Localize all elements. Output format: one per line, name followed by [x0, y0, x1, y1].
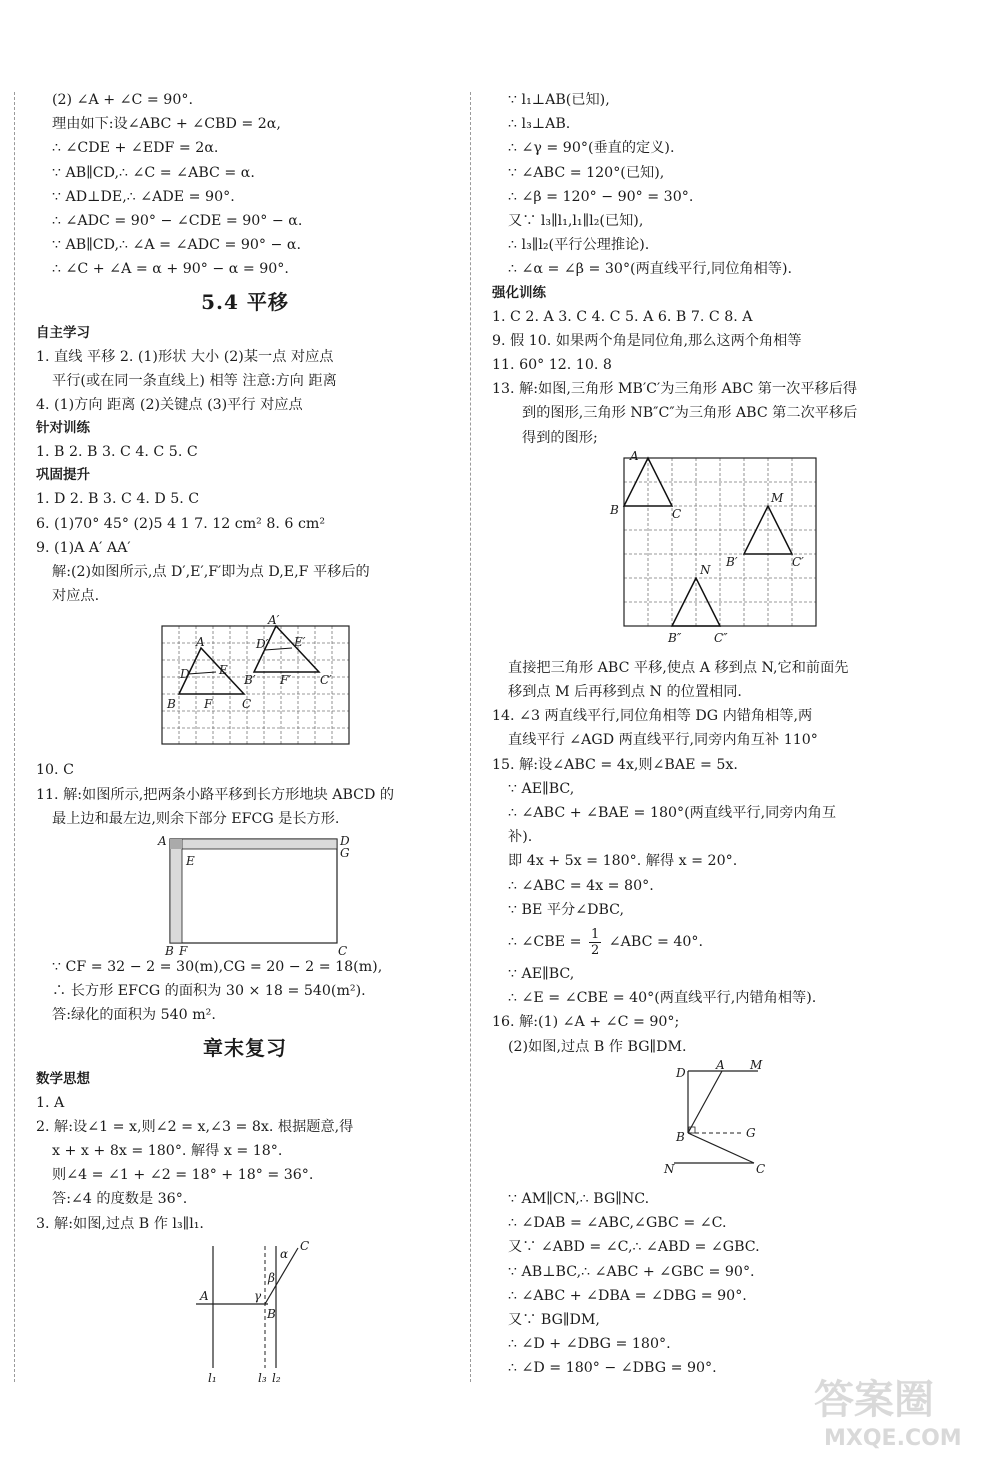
- text-line: ∴ ∠ABC + ∠BAE = 180°(两直线平行,同旁内角互: [508, 805, 837, 822]
- text-line: ∵ AM∥CN,∴ BG∥NC.: [508, 1190, 650, 1207]
- text-line: ∴ ∠ADC = 90° − ∠CDE = 90° − α.: [52, 213, 303, 230]
- left-column: [36, 88, 454, 1386]
- text-line: 11. 解:如图所示,把两条小路平移到长方形地块 ABCD 的: [36, 786, 395, 803]
- subsection-heading: 强化训练: [492, 284, 546, 301]
- text-line: ∵ AE∥BC,: [508, 966, 575, 983]
- text-line: 9. 假 10. 如果两个角是同位角,那么这两个角相等: [492, 332, 802, 349]
- label-C-double-prime: C″: [714, 630, 728, 645]
- label-N: N: [664, 1161, 675, 1176]
- watermark-url: MXQE.COM: [824, 1426, 962, 1451]
- label-C: C: [242, 697, 252, 712]
- label-A: A: [200, 1288, 209, 1303]
- label-A: A: [630, 449, 639, 463]
- text-line: ∵ AB⊥BC,∴ ∠ABC + ∠GBC = 90°.: [508, 1263, 755, 1280]
- label-l3: l₃: [258, 1370, 267, 1385]
- label-A: A: [158, 834, 167, 849]
- fraction-one-half: [589, 927, 601, 958]
- text-line: (2)如图,过点 B 作 BG∥DM.: [508, 1038, 687, 1055]
- label-D: D: [340, 834, 350, 849]
- label-E-prime: E′: [294, 635, 306, 650]
- text-line: ∴ ∠E = ∠CBE = 40°(两直线平行,内错角相等).: [508, 990, 817, 1007]
- text-line: 答:绿化的面积为 540 m².: [52, 1007, 216, 1024]
- text-line: 平行(或在同一条直线上) 相等 注意:方向 距离: [52, 372, 337, 389]
- label-F: F: [204, 697, 213, 712]
- text-line: 到的图形,三角形 NB″C″为三角形 ABC 第二次平移后: [522, 405, 858, 422]
- subsection-heading: 自主学习: [36, 324, 90, 341]
- label-B: B: [610, 502, 619, 517]
- label-D-prime: D′: [256, 637, 269, 652]
- figure-9-translation-grid: [36, 608, 454, 758]
- label-A: A: [196, 635, 205, 650]
- text-line: ∴ ∠DAB = ∠ABC,∠GBC = ∠C.: [508, 1215, 727, 1232]
- text-line: ∵ BE 平分∠DBC,: [508, 901, 625, 918]
- watermark-logo: [794, 1363, 974, 1453]
- text-line: 得到的图形;: [522, 429, 598, 446]
- chapter-review-title: 章末复习: [203, 1035, 287, 1060]
- label-C: C: [338, 944, 348, 956]
- text-line: ∴ 长方形 EFCG 的面积为 30 × 18 = 540(m²).: [52, 983, 366, 1000]
- subsection-heading: 巩固提升: [36, 467, 90, 484]
- text-line: ∵ AB∥CD,∴ ∠C = ∠ABC = α.: [52, 164, 255, 181]
- label-G: G: [340, 846, 350, 861]
- text-line: 则∠4 = ∠1 + ∠2 = 18° + 18° = 36°.: [52, 1167, 314, 1184]
- label-B: B: [676, 1129, 685, 1144]
- fraction-line: [492, 922, 942, 962]
- text-line: ∴ ∠ABC + ∠DBA = ∠DBG = 90°.: [508, 1287, 747, 1304]
- label-C-prime: C′: [792, 554, 804, 569]
- text-line: ∴ ∠α = ∠β = 30°(两直线平行,同位角相等).: [508, 261, 793, 278]
- text-line: 1. B 2. B 3. C 4. C 5. C: [36, 444, 198, 461]
- label-F: F: [179, 944, 188, 956]
- text-line: 补).: [508, 829, 533, 846]
- text-line: ∴ l₃∥l₂(平行公理推论).: [508, 237, 650, 254]
- label-M: M: [750, 1058, 763, 1072]
- text-line: 2. 解:设∠1 = x,则∠2 = x,∠3 = 8x. 根据题意,得: [36, 1118, 354, 1135]
- label-C-prime: C′: [320, 673, 332, 688]
- text-line: 13. 解:如图,三角形 MB′C′为三角形 ABC 第一次平移后得: [492, 381, 858, 398]
- label-D: D: [180, 667, 190, 682]
- label-M: M: [771, 490, 784, 505]
- label-D: D: [676, 1065, 686, 1080]
- text-line: 15. 解:设∠ABC = 4x,则∠BAE = 5x.: [492, 756, 738, 773]
- text-line: 11. 60° 12. 10. 8: [492, 357, 612, 374]
- text-line: 又∵ BG∥DM,: [508, 1311, 600, 1328]
- label-B-prime: B′: [726, 554, 738, 569]
- text-line: ∵ l₁⊥AB(已知),: [508, 92, 610, 108]
- text-line: 1. A: [36, 1094, 65, 1111]
- text-line: 最上边和最左边,则余下部分 EFCG 是长方形.: [52, 810, 340, 827]
- label-N: N: [700, 562, 711, 577]
- text-line: ∴ ∠CDE + ∠EDF = 2α.: [52, 140, 219, 157]
- label-B-double-prime: B″: [668, 630, 682, 645]
- text-line: ∴ ∠γ = 90°(垂直的定义).: [508, 140, 675, 157]
- watermark-text: 答案圈: [814, 1377, 934, 1423]
- text-line: ∴ ∠D = 180° − ∠DBG = 90°.: [508, 1360, 717, 1377]
- figure-13-translation-grid: [492, 450, 942, 656]
- text-line: 直线平行 ∠AGD 两直线平行,同旁内角互补 110°: [508, 732, 818, 749]
- figure-16-zigzag: [492, 1059, 942, 1187]
- text-line: 又∵ l₃∥l₁,l₁∥l₂(已知),: [508, 213, 644, 230]
- text-line: 直接把三角形 ABC 平移,使点 A 移到点 N,它和前面先: [508, 659, 849, 676]
- text-line: ∴ ∠D + ∠DBG = 180°.: [508, 1336, 671, 1353]
- figure-11-rectangle-plot: [36, 831, 454, 955]
- label-B-prime: B′: [244, 673, 256, 688]
- fraction-numerator: 1: [590, 926, 600, 942]
- label-B: B: [267, 1306, 276, 1321]
- text-line: 又∵ ∠ABD = ∠C,∴ ∠ABD = ∠GBC.: [508, 1239, 760, 1256]
- subsection-heading: 针对训练: [36, 420, 90, 437]
- section-title: 5.4 平移: [201, 289, 289, 314]
- label-l2: l₂: [272, 1370, 281, 1385]
- label-A-prime: A′: [268, 613, 280, 628]
- label-B: B: [167, 697, 176, 712]
- text-line: 答:∠4 的度数是 36°.: [52, 1191, 188, 1208]
- label-l1: l₁: [208, 1370, 217, 1385]
- text-line: ∵ AB∥CD,∴ ∠A = ∠ADC = 90° − α.: [52, 237, 301, 254]
- label-G: G: [746, 1125, 756, 1140]
- text-line: 10. C: [36, 762, 74, 779]
- label-E: E: [219, 663, 228, 678]
- text-line: ∵ AE∥BC,: [508, 780, 575, 797]
- text-line: 6. (1)70° 45° (2)5 4 1 7. 12 cm² 8. 6 cm²: [36, 515, 326, 532]
- label-A: A: [716, 1058, 725, 1072]
- text-line: ∵ AD⊥DE,∴ ∠ADE = 90°.: [52, 188, 235, 205]
- fraction-denominator: 2: [590, 942, 600, 958]
- label-E: E: [186, 854, 195, 869]
- figure-3-parallel-lines: [36, 1236, 454, 1386]
- text-segment: ∴ ∠CBE =: [508, 934, 582, 951]
- text-line: 对应点.: [52, 588, 100, 605]
- text-line: 14. ∠3 两直线平行,同位角相等 DG 内错角相等,两: [492, 708, 813, 725]
- text-line: ∴ ∠ABC = 4x = 80°.: [508, 877, 654, 894]
- text-line: 16. 解:(1) ∠A + ∠C = 90°;: [492, 1014, 680, 1031]
- label-beta: β: [268, 1270, 275, 1285]
- left-margin-rule: [14, 92, 15, 1382]
- right-column: [492, 88, 942, 1381]
- label-alpha: α: [280, 1246, 289, 1261]
- text-line: 3. 解:如图,过点 B 作 l₃∥l₁.: [36, 1215, 204, 1232]
- text-segment: ∠ABC = 40°.: [608, 934, 704, 951]
- text-line: 9. (1)A A′ AA′: [36, 539, 131, 556]
- text-line: 解:(2)如图所示,点 D′,E′,F′即为点 D,E,F 平移后的: [52, 564, 370, 581]
- label-F-prime: F′: [280, 673, 292, 688]
- text-line: (2) ∠A + ∠C = 90°.: [52, 92, 193, 108]
- text-line: 移到点 M 后再移到点 N 的位置相同.: [508, 684, 742, 701]
- text-line: ∴ l₃⊥AB.: [508, 116, 571, 133]
- text-line: 4. (1)方向 距离 (2)关键点 (3)平行 对应点: [36, 397, 303, 414]
- label-C: C: [672, 506, 682, 521]
- column-divider: [470, 92, 471, 1382]
- text-line: x + x + 8x = 180°. 解得 x = 18°.: [52, 1143, 283, 1160]
- label-C: C: [300, 1238, 310, 1253]
- subsection-heading: 数学思想: [36, 1070, 90, 1087]
- text-line: 即 4x + 5x = 180°. 解得 x = 20°.: [508, 853, 738, 870]
- text-line: ∴ ∠β = 120° − 90° = 30°.: [508, 188, 694, 205]
- text-line: ∵ CF = 32 − 2 = 30(m),CG = 20 − 2 = 18(m),: [52, 959, 383, 976]
- label-C: C: [756, 1161, 766, 1176]
- label-B: B: [165, 944, 174, 956]
- text-line: 1. 直线 平移 2. (1)形状 大小 (2)某一点 对应点: [36, 348, 334, 365]
- label-gamma: γ: [254, 1288, 262, 1303]
- text-line: ∴ ∠C + ∠A = α + 90° − α = 90°.: [52, 261, 289, 278]
- text-line: 理由如下:设∠ABC + ∠CBD = 2α,: [52, 116, 281, 133]
- text-line: 1. D 2. B 3. C 4. D 5. C: [36, 491, 200, 508]
- text-line: ∵ ∠ABC = 120°(已知),: [508, 164, 665, 181]
- text-line: 1. C 2. A 3. C 4. C 5. A 6. B 7. C 8. A: [492, 308, 753, 325]
